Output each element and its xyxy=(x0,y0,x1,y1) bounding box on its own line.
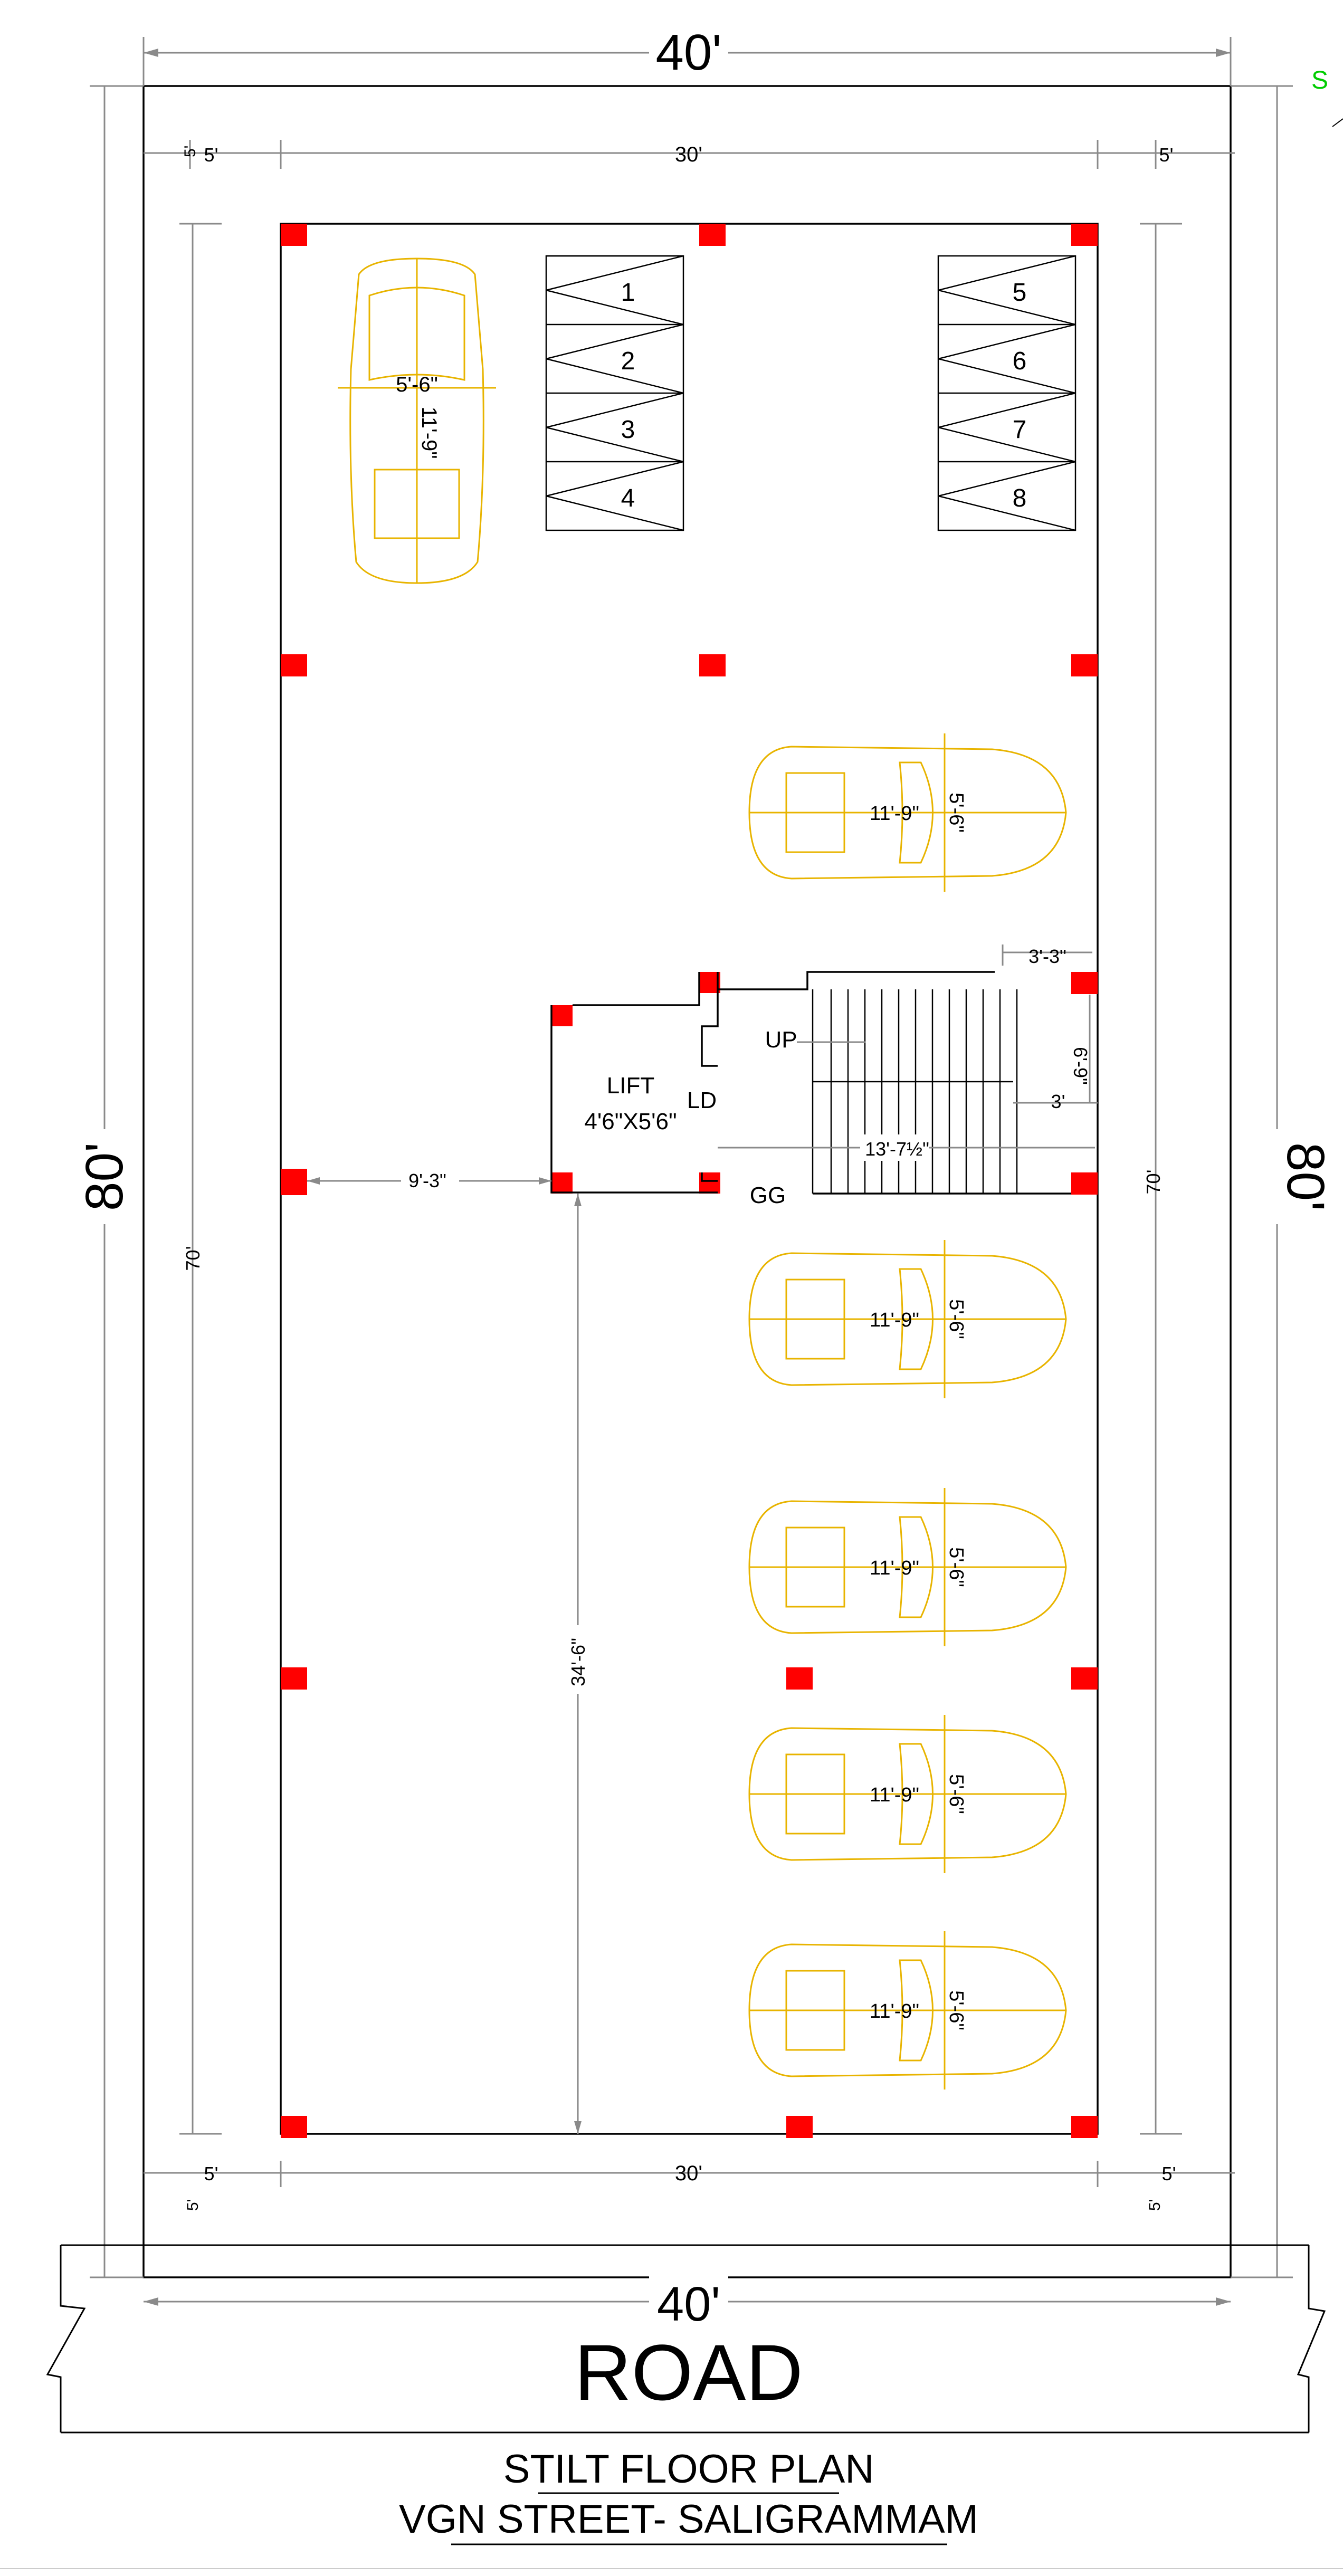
column xyxy=(1071,1172,1098,1195)
car-width-label: 5'-6" xyxy=(945,793,967,833)
lift-door-label: LD xyxy=(687,1087,717,1113)
front-depth-dimension xyxy=(566,1194,590,2134)
bottom-left-setback-label: 5' xyxy=(204,2163,218,2184)
car-top-length-label: 11'-9" xyxy=(417,406,441,459)
column xyxy=(281,1169,307,1195)
car-horizontal xyxy=(749,1931,1066,2090)
top-building-width-label: 30' xyxy=(674,143,703,166)
cars-layer xyxy=(749,733,1066,2090)
stair-flight-label: 6'-9" xyxy=(1070,1047,1091,1085)
right-depth-label: 80' xyxy=(1276,1142,1335,1211)
slot-label: 7 xyxy=(1012,416,1027,444)
car-width-label: 5'-6" xyxy=(945,1299,967,1339)
car-length-label: 11'-9" xyxy=(870,1784,919,1806)
column xyxy=(281,654,307,676)
column xyxy=(551,1172,573,1194)
bottom-setback-dimension xyxy=(144,2161,1235,2211)
slot-label: 2 xyxy=(621,347,635,375)
car-width-label: 5'-6" xyxy=(945,1547,967,1587)
car-width-label: 5'-6" xyxy=(945,1990,967,2030)
column xyxy=(281,2116,307,2138)
car-vertical xyxy=(338,259,496,583)
top-left-setback-label: 5' xyxy=(204,144,218,166)
north-marker-tick xyxy=(1332,119,1343,127)
column xyxy=(281,224,307,246)
front-depth-label: 34'-6" xyxy=(567,1638,589,1686)
slot-label: 4 xyxy=(621,484,635,512)
road-section xyxy=(47,2245,1325,2432)
landing-label: 3' xyxy=(1051,1091,1065,1112)
slot-label: 1 xyxy=(621,279,635,307)
car-top-width-label: 5'-6" xyxy=(396,373,438,396)
bottom-right-front-label: 5' xyxy=(1146,2199,1164,2211)
north-marker: S xyxy=(1311,66,1329,94)
bottom-width-label: 40' xyxy=(657,2277,720,2331)
column xyxy=(1071,1667,1098,1690)
column xyxy=(786,2116,813,2138)
stair-length-label: 13'-7½" xyxy=(865,1138,929,1160)
top-width-label: 40' xyxy=(655,24,722,81)
lift-size-label: 4'6"X5'6" xyxy=(584,1109,677,1134)
left-depth-label: 80' xyxy=(75,1142,134,1211)
left-depth-dimension xyxy=(75,86,144,2277)
column xyxy=(699,654,726,676)
up-label: UP xyxy=(765,1027,797,1053)
top-front-setback-label: 5' xyxy=(182,145,199,157)
car-length-label: 11'-9" xyxy=(870,1557,919,1579)
car-width-label: 5'-6" xyxy=(945,1774,967,1814)
right-depth-dimension xyxy=(1231,86,1335,2277)
slot-label: 5 xyxy=(1012,279,1027,307)
column xyxy=(699,224,726,246)
slot-label: 3 xyxy=(621,416,635,444)
gg-label: GG xyxy=(749,1182,786,1208)
car-horizontal xyxy=(749,733,1066,892)
lift-offset-dimension xyxy=(307,1168,551,1191)
car-length-label: 11'-9" xyxy=(870,1309,919,1331)
stair-treads xyxy=(831,989,1017,1194)
top-setback-dimension xyxy=(144,140,1235,169)
lift-label: LIFT xyxy=(606,1073,655,1099)
top-right-setback-label: 5' xyxy=(1159,144,1174,166)
right-building-depth-label: 70' xyxy=(1142,1169,1164,1195)
road-label: ROAD xyxy=(574,2328,803,2417)
bottom-building-width-label: 30' xyxy=(674,2162,703,2185)
column xyxy=(1071,2116,1098,2138)
title-block xyxy=(399,2447,978,2544)
lift-offset-label: 9'-3" xyxy=(408,1170,446,1191)
car-horizontal xyxy=(749,1240,1066,1398)
column xyxy=(1071,654,1098,676)
bottom-right-setback-label: 5' xyxy=(1161,2163,1176,2184)
title-line-1: STILT FLOOR PLAN xyxy=(503,2447,874,2492)
two-wheeler-slots-left xyxy=(546,256,683,530)
slot-label: 8 xyxy=(1012,484,1027,512)
left-building-depth-label: 70' xyxy=(182,1246,204,1271)
top-width-dimension xyxy=(144,24,1231,86)
slot-label: 6 xyxy=(1012,347,1027,375)
column xyxy=(1071,224,1098,246)
column xyxy=(281,1667,307,1690)
bottom-left-front-label: 5' xyxy=(184,2199,202,2211)
column xyxy=(551,1005,573,1026)
stair-width-label: 3'-3" xyxy=(1028,946,1066,967)
core-block xyxy=(551,944,1098,1208)
column xyxy=(1071,972,1098,994)
car-length-label: 11'-9" xyxy=(870,2000,919,2022)
car-horizontal xyxy=(749,1715,1066,1873)
car-horizontal xyxy=(749,1488,1066,1646)
two-wheeler-slots-right xyxy=(938,256,1075,530)
title-line-2: VGN STREET- SALIGRAMMAM xyxy=(399,2497,978,2542)
column xyxy=(786,1667,813,1690)
car-length-label: 11'-9" xyxy=(870,803,919,825)
